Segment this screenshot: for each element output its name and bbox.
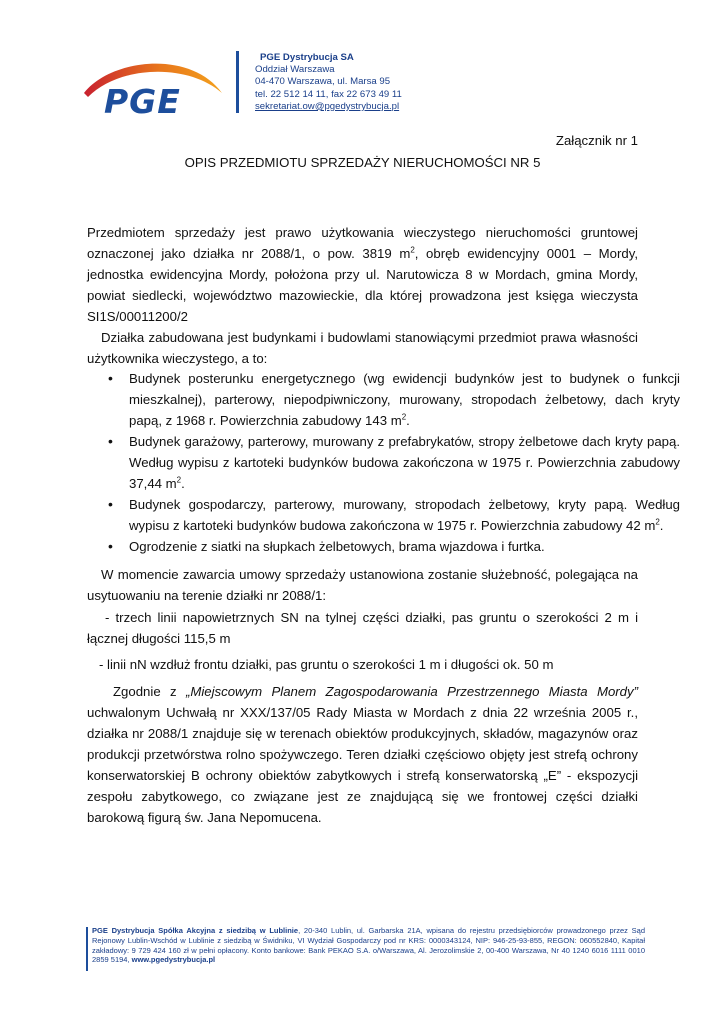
company-address: 04-470 Warszawa, ul. Marsa 95 [255, 76, 391, 88]
paragraph-subject: Przedmiotem sprzedaży jest prawo użytkowania wieczystego nieruchomości gruntowej oznaczonej jako działka nr 2088/1, o pow. 3819 $m^2$, obręb ewidencyjny 0001 – Mordy, jednostka ewidencyjna Mordy, położona przy ul. Narutowicza 8 w Mordach, gmina Mordy, powiat siedlecki, województwo mazowieckie, dla której prowadzona jest księga wieczysta SI1S/00011200/2 [87, 225, 639, 324]
list-item: • Budynek gospodarczy, parterowy, murowany, stropodach żelbetowy, kryty papą. Według wypisu z kartoteki budynków budowa zakończona w 1975 r. Powierzchnia zabudowy 42 $m^2$. [129, 494, 680, 536]
company-email-link[interactable]: sekretariat.ow@pgedystrybucja.pl [255, 100, 400, 112]
footer-website-link[interactable]: www.pgedystrybucja.pl [131, 955, 216, 965]
buildings-list [87, 368, 680, 557]
company-info [255, 52, 402, 113]
logo-text: PGE [104, 82, 181, 121]
footer-legal-info: PGE Dystrybucja Spółka Akcyjna z siedzibą w Lublinie, 20-340 Lublin, ul. Garbarska 21A, wpisana do rejestru przedsiębiorców prowadzonego przez Sąd Rejonowy Lublin-Wschód w Lublinie z siedzibą w Świdniku, VI Wydział Gospodarczy pod nr KRS: 0000343124, NIP: 946-25-93-855, REGON: 060552840, Kapitał zakładowy: 9 729 424 160 zł w pełni opłacony. Konto bankowe: Bank PEKAO S.A. o/Warszawa, Al. Jerozolimskie 2, 00-400 Warszawa, Nr 40 1240 6016 1111 0010 2859 5194, www.pgedystrybucja.pl [92, 926, 645, 965]
paragraph-sn-lines: - trzech linii napowietrznych SN na tylnej części działki, pas gruntu o szerokości 2 m i łącznej długości 115,5 m [87, 610, 638, 646]
paragraph-buildings-intro: Działka zabudowana jest budynkami i budowlami stanowiącymi przedmiot prawa własności użytkownika wieczystego, a to: [87, 330, 638, 366]
list-item: • Ogrodzenie z siatki na słupkach żelbetowych, brama wjazdowa i furtka. [129, 536, 680, 557]
annex-label: Załącznik nr 1 [555, 133, 638, 148]
footer-divider [86, 927, 88, 971]
paragraph-nn-line: - linii nN wzdłuż frontu działki, pas gruntu o szerokości 1 m i długości ok. 50 m [99, 657, 554, 672]
header-divider [236, 51, 239, 113]
company-name: PGE Dystrybucja SA [260, 52, 354, 63]
paragraph-easement: W momencie zawarcia umowy sprzedaży ustanowiona zostanie służebność, polegająca na usytuowaniu na terenie działki nr 2088/1: [87, 567, 638, 603]
list-item: • Budynek posterunku energetycznego (wg ewidencji budynków jest to budynek o funkcji mieszkalnej), parterowy, niepodpiwniczony, murowany, stropodach żelbetowy, dach kryty papą, z 1968 r. Powierzchnia zabudowy 143 $m^2$. [129, 368, 680, 431]
document-title: OPIS PRZEDMIOTU SPRZEDAŻY NIERUCHOMOŚCI NR 5 [184, 155, 541, 170]
company-phone: tel. 22 512 14 11, fax 22 673 49 11 [255, 88, 402, 100]
company-branch: Oddział Warszawa [255, 64, 335, 76]
paragraph-zoning-plan: Zgodnie z „Miejscowym Planem Zagospodarowania Przestrzennego Miasta Mordy” uchwalonym Uchwałą nr XXX/137/05 Rady Miasta w Mordach z dnia 22 września 2005 r., działka nr 2088/1 znajduje się w terenach obiektów produkcyjnych, składów, magazynów oraz produkcji przetwórstwa rolno spożywczego. Teren działki częściowo objęty jest strefą ochrony konserwatorskiej B ochrony obiektów zabytkowych i strefą konserwatorską „E” - ekspozycji zespołu zabytkowego, co związane jest ze znajdującą się we frontowej części działki barokową figurą św. Jana Nepomucena. [87, 684, 638, 825]
list-item: • Budynek garażowy, parterowy, murowany z prefabrykatów, stropy żelbetowe dach kryty papą. Według wypisu z kartoteki budynków budowa zakończona w 1975 r. Powierzchnia zabudowy 37,44 $m^2$. [129, 431, 680, 494]
pge-logo [80, 55, 230, 125]
